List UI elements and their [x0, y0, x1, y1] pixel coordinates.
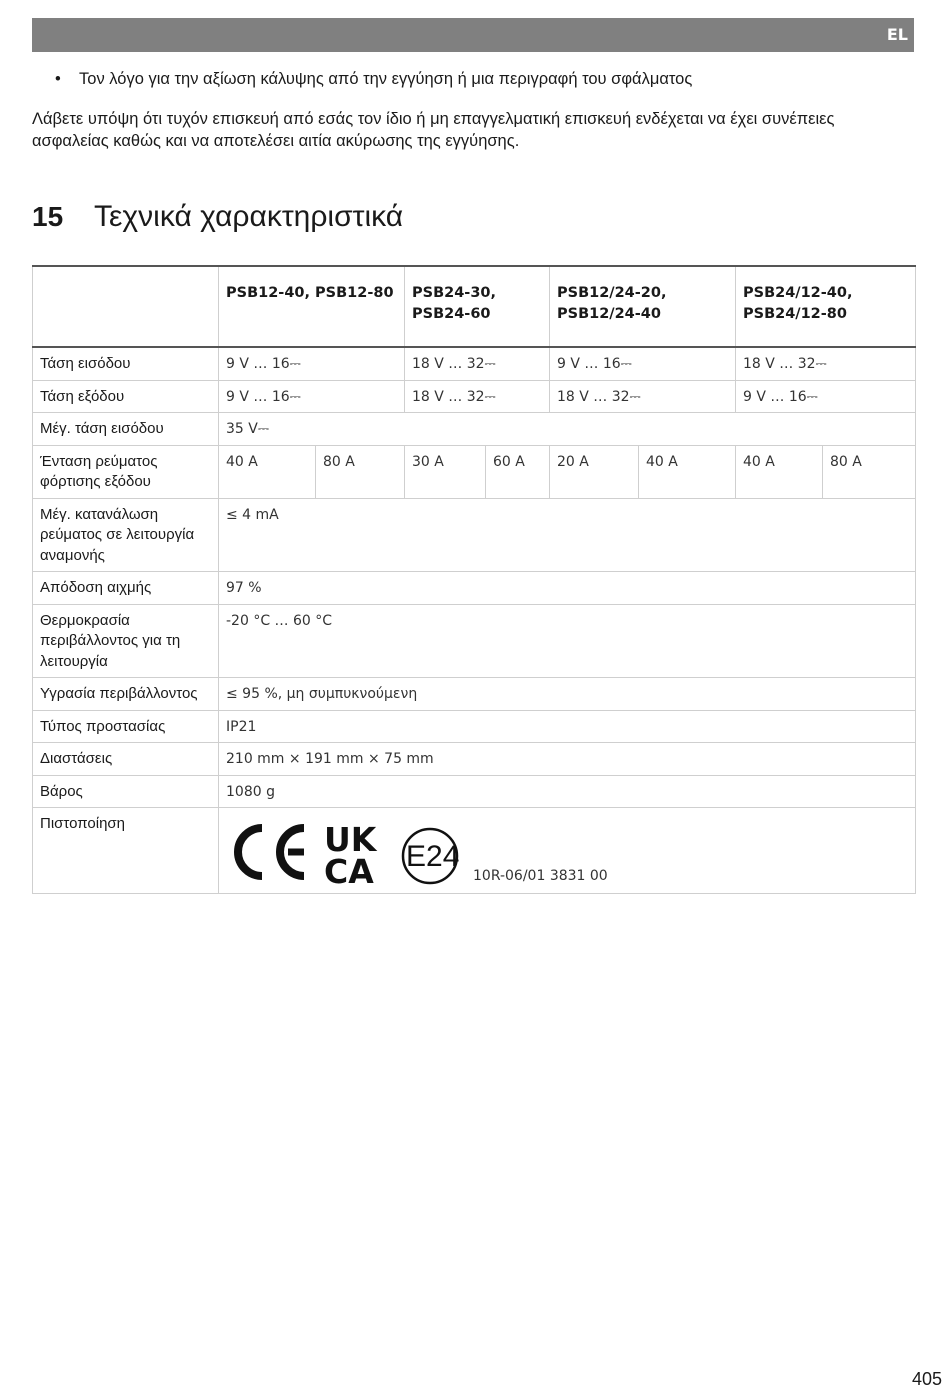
section-heading — [32, 200, 403, 234]
approval-number: 10R-06/01 3831 00 — [473, 868, 608, 884]
certification-marks — [226, 814, 476, 888]
row-label: Τύπος προστασίας — [33, 710, 219, 743]
row-label: Διαστάσεις — [33, 743, 219, 776]
header-empty-cell — [33, 266, 219, 347]
cell-value: ≤ 4 mA — [219, 498, 916, 572]
table-row — [33, 498, 916, 572]
bullet-item — [55, 70, 692, 89]
cell-value: 40 A — [736, 445, 823, 498]
e-mark-icon — [403, 829, 459, 883]
cell-value: 35 V⎓ — [219, 413, 916, 446]
row-label: Τάση εξόδου — [33, 380, 219, 413]
certification-cell — [219, 808, 916, 894]
cell-value: 20 A — [550, 445, 639, 498]
cell-value: 60 A — [486, 445, 550, 498]
safety-note: Λάβετε υπόψη ότι τυχόν επισκευή από εσάς τον ίδιο ή μη επαγγελματική επισκευή ενδέχεται να έχει συνέπειες ασφαλείας καθώς και να αποτελέσει αιτία ακύρωσης της εγγύησης. — [32, 110, 835, 150]
cell-value: 18 V … 32⎓ — [405, 380, 550, 413]
table-row — [33, 347, 916, 380]
table-row — [33, 380, 916, 413]
cell-value: 210 mm × 191 mm × 75 mm — [219, 743, 916, 776]
cell-value: 80 A — [316, 445, 405, 498]
cell-value: 9 V … 16⎓ — [736, 380, 916, 413]
row-label: Απόδοση αιχμής — [33, 572, 219, 605]
section-number: 15 — [32, 201, 64, 232]
svg-text:E24: E24 — [406, 840, 460, 873]
bullet-dot: • — [55, 70, 61, 88]
cell-value: 40 A — [219, 445, 316, 498]
model-header: PSB12/24-20, PSB12/24-40 — [550, 266, 736, 347]
cell-value: 9 V … 16⎓ — [550, 347, 736, 380]
cell-value: 1080 g — [219, 775, 916, 808]
row-label: Ένταση ρεύματος φόρτισης εξόδου — [33, 445, 219, 498]
row-label: Βάρος — [33, 775, 219, 808]
cell-value: -20 °C … 60 °C — [219, 604, 916, 678]
page-number: 405 — [911, 1369, 942, 1389]
cell-value: ≤ 95 %, μη συμπυκνούμενη — [219, 678, 916, 711]
svg-text:UK: UK — [324, 820, 377, 859]
cell-value: 40 A — [639, 445, 736, 498]
table-row — [33, 743, 916, 776]
row-label: Μέγ. τάση εισόδου — [33, 413, 219, 446]
header-bar — [32, 18, 914, 52]
ce-mark-icon — [238, 828, 304, 876]
table-row — [33, 604, 916, 678]
row-label: Τάση εισόδου — [33, 347, 219, 380]
ukca-mark-icon — [324, 820, 378, 888]
table-row — [33, 808, 916, 894]
cell-value: 18 V … 32⎓ — [736, 347, 916, 380]
cell-value: 9 V … 16⎓ — [219, 380, 405, 413]
cell-value: 9 V … 16⎓ — [219, 347, 405, 380]
row-label: Πιστοποίηση — [33, 808, 219, 894]
model-header: PSB24/12-40, PSB24/12-80 — [736, 266, 916, 347]
specs-table — [32, 265, 916, 894]
table-row — [33, 775, 916, 808]
section-title: Τεχνικά χαρακτηριστικά — [94, 200, 404, 233]
table-row — [33, 445, 916, 498]
cell-value: IP21 — [219, 710, 916, 743]
row-label: Μέγ. κατανάλωση ρεύματος σε λειτουργία αναμονής — [33, 498, 219, 572]
model-header: PSB12-40, PSB12-80 — [219, 266, 405, 347]
table-row — [33, 710, 916, 743]
row-label: Υγρασία περιβάλλοντος — [33, 678, 219, 711]
cell-value: 80 A — [823, 445, 916, 498]
table-row — [33, 413, 916, 446]
table-header-row — [33, 266, 916, 347]
cell-value: 30 A — [405, 445, 486, 498]
cell-value: 18 V … 32⎓ — [405, 347, 550, 380]
cell-value: 18 V … 32⎓ — [550, 380, 736, 413]
table-row — [33, 678, 916, 711]
row-label: Θερμοκρασία περιβάλλοντος για τη λειτουργία — [33, 604, 219, 678]
cell-value: 97 % — [219, 572, 916, 605]
model-header: PSB24-30, PSB24-60 — [405, 266, 550, 347]
table-row — [33, 572, 916, 605]
bullet-text: Τον λόγο για την αξίωση κάλυψης από την εγγύηση ή μια περιγραφή του σφάλματος — [79, 70, 693, 88]
svg-text:CA: CA — [324, 852, 374, 888]
language-code: EL — [886, 25, 908, 44]
